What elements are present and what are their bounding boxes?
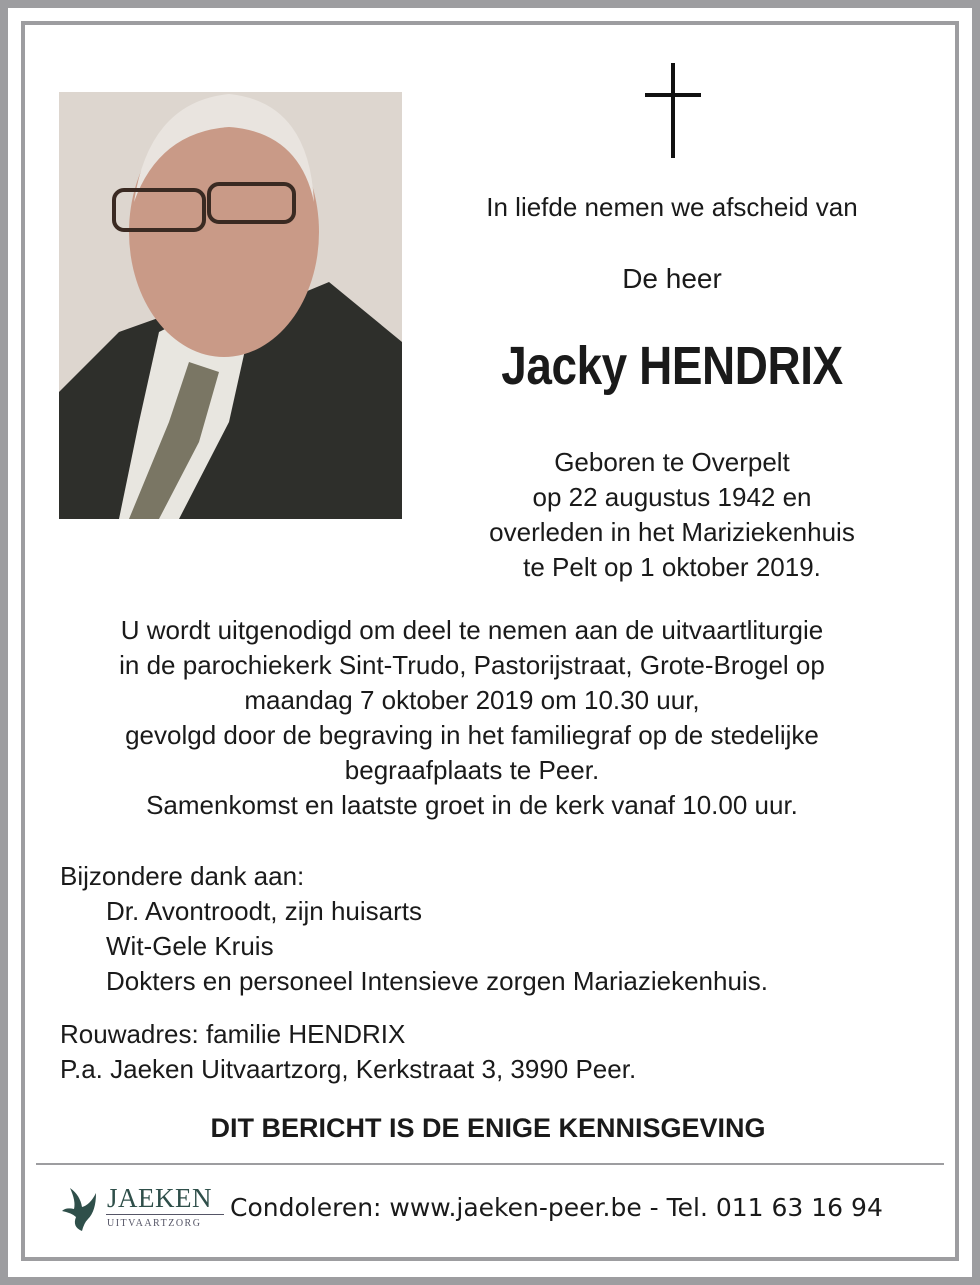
thanks-item: Dr. Avontroodt, zijn huisarts: [106, 896, 423, 926]
death-line: overleden in het Mariziekenhuis: [489, 517, 855, 547]
cross-icon: [645, 63, 701, 158]
jaeken-logo: [60, 1183, 220, 1233]
portrait-photo: [59, 92, 402, 519]
birth-line: op 22 augustus 1942 en: [532, 482, 812, 512]
notice-text: DIT BERICHT IS DE ENIGE KENNISGEVING: [210, 1113, 766, 1143]
deceased-name: Jacky HENDRIX: [501, 336, 843, 396]
dove-icon: [60, 1183, 100, 1233]
invitation-line: in de parochiekerk Sint-Trudo, Pastorijstraat, Grote-Brogel op: [119, 650, 825, 680]
birth-death-info: [440, 445, 904, 585]
thanks-item: Dokters en personeel Intensieve zorgen Mariaziekenhuis.: [106, 966, 768, 996]
death-line: te Pelt op 1 oktober 2019.: [523, 552, 821, 582]
logo-name: JAEKEN: [107, 1183, 212, 1213]
mourning-address: P.a. Jaeken Uitvaartzorg, Kerkstraat 3, 3990 Peer.: [60, 1054, 637, 1084]
title-text: De heer: [622, 263, 722, 294]
invitation-line: U wordt uitgenodigd om deel te nemen aan de uitvaartliturgie: [120, 615, 824, 645]
invitation-text: [0, 613, 962, 823]
thanks-item: Wit-Gele Kruis: [106, 931, 274, 961]
mourning-address: Rouwadres: familie HENDRIX: [60, 1019, 406, 1049]
logo-subtitle: UITVAARTZORG: [107, 1218, 202, 1229]
invitation-line: Samenkomst en laatste groet in de kerk vanaf 10.00 uur.: [146, 790, 798, 820]
invitation-line: gevolgd door de begraving in het familiegraf op de stedelijke: [125, 720, 819, 750]
invitation-line: begraafplaats te Peer.: [344, 755, 600, 785]
birth-line: Geboren te Overpelt: [554, 447, 790, 477]
invitation-line: maandag 7 oktober 2019 om 10.30 uur,: [244, 685, 700, 715]
condolence-contact: Condoleren: www.jaeken-peer.be - Tel. 011 63 16 94: [230, 1193, 883, 1222]
divider: [36, 1163, 944, 1165]
thanks-heading: Bijzondere dank aan:: [60, 861, 305, 891]
intro-text: In liefde nemen we afscheid van: [486, 192, 858, 222]
